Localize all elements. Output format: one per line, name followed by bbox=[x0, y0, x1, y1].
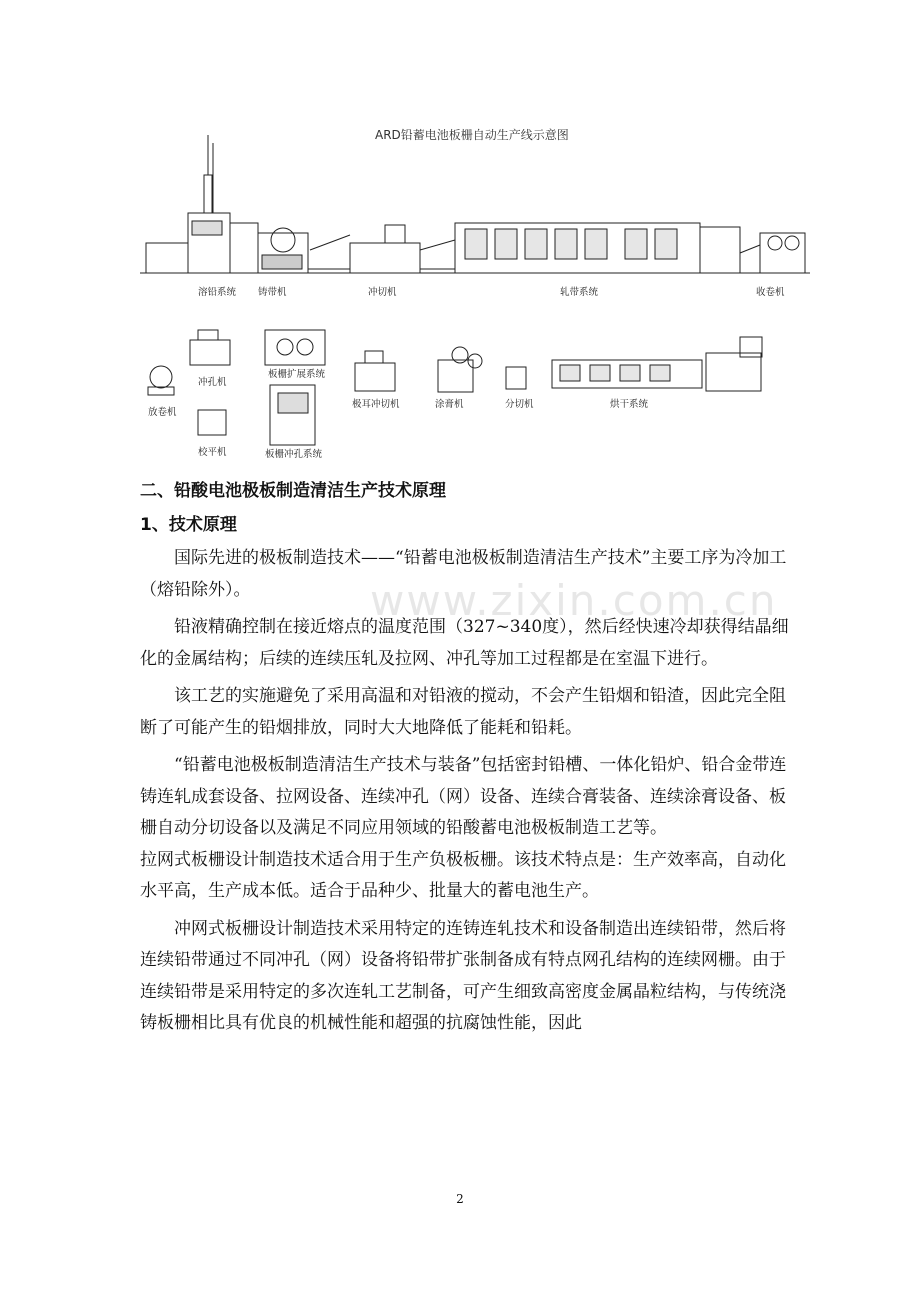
label-paster: 涂膏机 bbox=[435, 399, 464, 410]
label-punching-machine: 冲切机 bbox=[368, 287, 397, 298]
label-leveler: 校平机 bbox=[198, 447, 227, 458]
paragraph-6: 冲网式板栅设计制造技术采用特定的连铸连轧技术和设备制造出连续铅带，然后将连续铅带通过不同冲孔（网）设备将铅带扩张制备成有特点网孔结构的连续网栅。由于连续铅带是采用特定的多次连轧工艺制备，可产生细致高密度金属晶粒结构，与传统浇铸板栅相比具有优良的机械性能和超强的抗腐蚀性能，因此 bbox=[140, 918, 786, 1033]
label-tab-cutter: 极耳冲切机 bbox=[352, 399, 400, 410]
figure-title: ARD铅蓄电池板栅自动生产线示意图 bbox=[375, 128, 569, 142]
watermark: www.zixin.com.cn bbox=[370, 576, 778, 625]
page-number: 2 bbox=[456, 1192, 464, 1206]
section-heading: 二、铅酸电池极板制造清洁生产技术原理 bbox=[140, 481, 446, 501]
paragraph-1: 国际先进的极板制造技术——“铅蓄电池极板制造清洁生产技术”主要工序为冷加工（熔铅除外）。 bbox=[140, 548, 787, 600]
label-melting-system: 溶铅系统 bbox=[198, 287, 237, 298]
label-grid-punch: 板栅冲孔系统 bbox=[265, 449, 323, 460]
production-line-diagram bbox=[120, 115, 810, 465]
label-unwinder: 放卷机 bbox=[148, 407, 177, 418]
bottom-machines-drawing bbox=[148, 330, 762, 445]
paragraph-3: 该工艺的实施避免了采用高温和对铅液的搅动，不会产生铅烟和铅渣，因此完全阻断了可能产生的铅烟排放，同时大大地降低了能耗和铅耗。 bbox=[140, 686, 786, 738]
paragraph-2: 铅液精确控制在接近熔点的温度范围（327~340度），然后经快速冷却获得结晶细化的金属结构；后续的连续压轧及拉网、冲孔等加工过程都是在室温下进行。 bbox=[140, 617, 789, 669]
label-winder: 收卷机 bbox=[756, 287, 785, 298]
subsection-heading: 1、技术原理 bbox=[140, 514, 237, 535]
label-casting-machine: 铸带机 bbox=[258, 287, 287, 298]
body-text bbox=[140, 476, 790, 1040]
top-line-drawing bbox=[140, 135, 810, 273]
label-hole-punch: 冲孔机 bbox=[198, 377, 227, 388]
paragraph-4: “铅蓄电池极板制造清洁生产技术与装备”包括密封铅槽、一体化铅炉、铅合金带连铸连轧成套设备、拉网设备、连续冲孔（网）设备、连续合膏装备、连续涂膏设备、板栅自动分切设备以及满足不同应用领域的铅酸蓄电池极板制造工艺等。 bbox=[140, 755, 787, 838]
label-grid-expansion: 板栅扩展系统 bbox=[268, 369, 326, 380]
label-drying-system: 烘干系统 bbox=[610, 399, 649, 410]
label-slitter: 分切机 bbox=[505, 399, 534, 410]
paragraph-5: 拉网式板栅设计制造技术适合用于生产负极板栅。该技术特点是：生产效率高，自动化水平高，生产成本低。适合于品种少、批量大的蓄电池生产。 bbox=[140, 849, 786, 901]
label-rolling-system: 轧带系统 bbox=[560, 287, 599, 298]
